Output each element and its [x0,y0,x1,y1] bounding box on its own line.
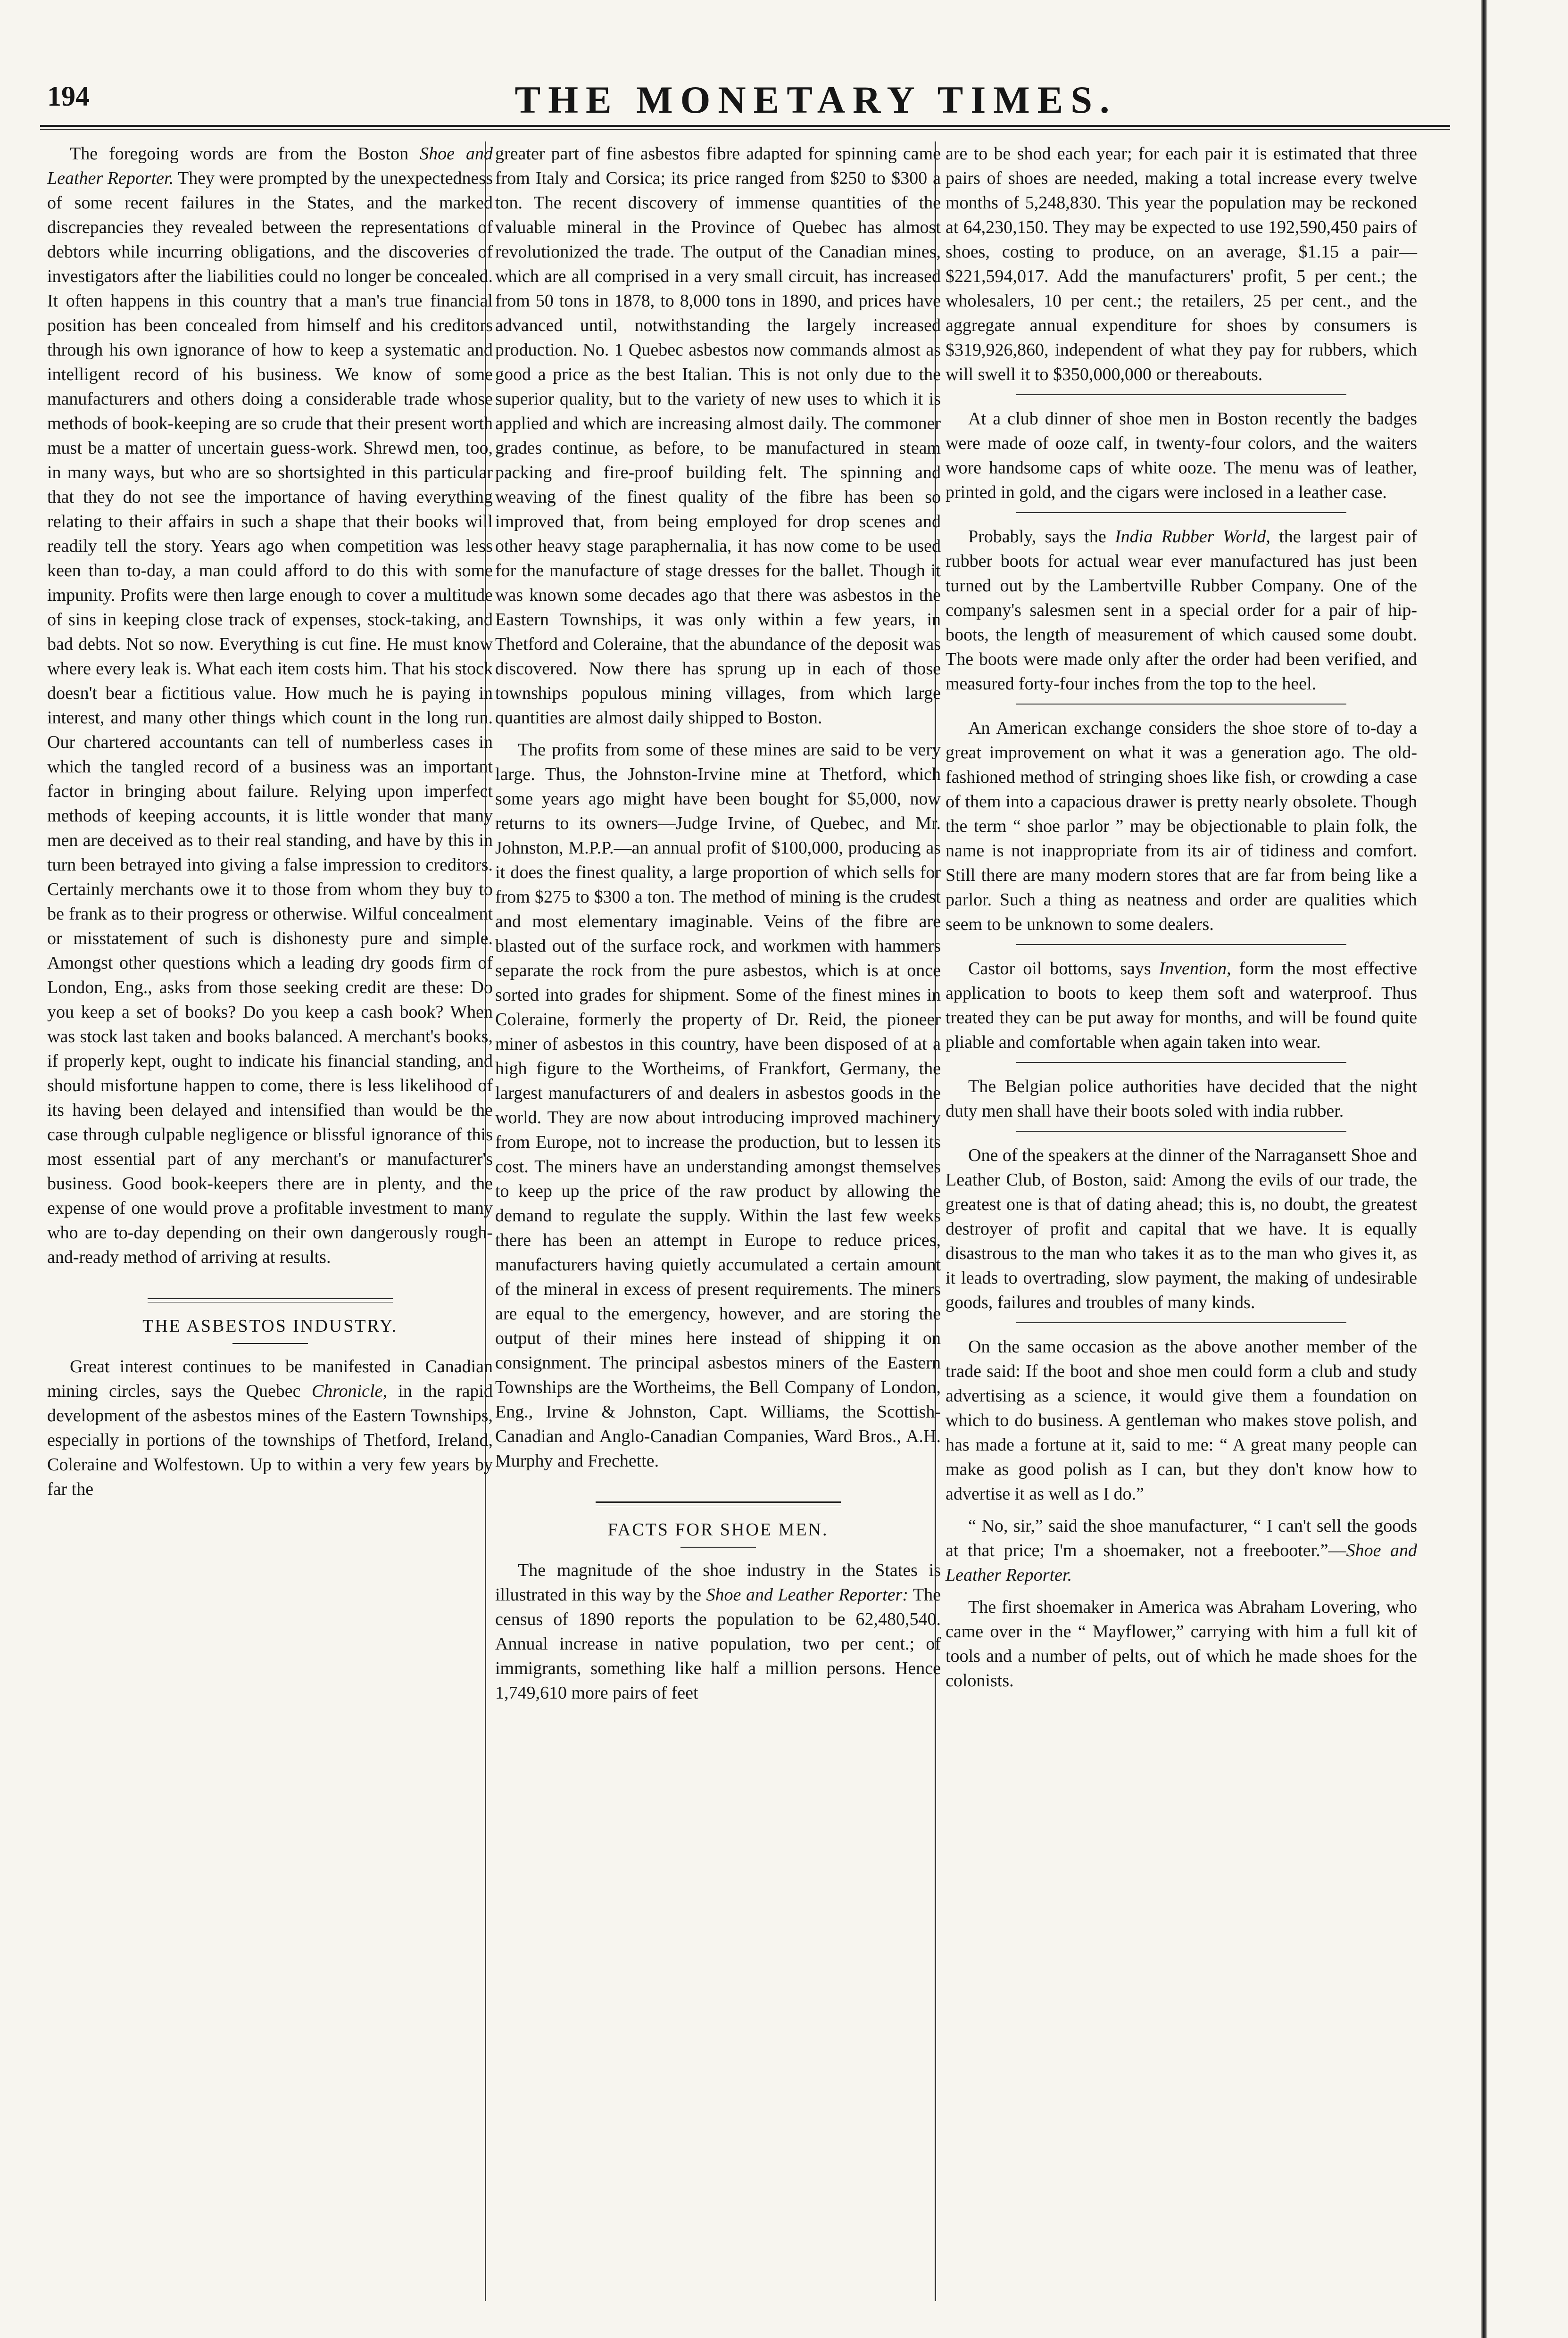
section-rule [148,1298,393,1302]
section-rule [596,1501,841,1506]
column-1 [47,141,493,1509]
paragraph-rule [1016,1322,1346,1323]
rubber-boots-paragraph [946,524,1417,696]
text-run: “ No, sir,” said the shoe manufacturer, “ I can't sell the goods at that price; I'm a shoemaker, not a freebooter.”— [946,1516,1417,1560]
header-rule [40,125,1450,130]
column-2 [495,141,941,1713]
asbestos-intro [47,1354,493,1501]
binding-edge [1481,0,1487,2338]
shoe-continued: are to be shod each year; for each pair it is estimated that three pairs of shoes are needed, making a total increase every twelve months of 5,248,830. This year the population may be reckoned at 64,230,150. They may be expected to use 192,590,450 pairs of shoes, costing to produce, on an average, $1.15 a pair—$221,594,017. Add the manufacturers' profit, 5 per cent.; the wholesalers, 10 per cent.; the retailers, 25 per cent., and the aggregate annual expenditure for shoes by consumers is $319,926,860, independent of what they pay for rubbers, which will swell it to $350,000,000 or thereabouts. [946,144,1417,384]
text-run: the largest pair of rubber boots for actual wear ever manufactured has just been turned out by the Lambertville Rubber Company. One of the company's salesmen sent in a special order for a pair of hip-boots, the length of measurement of which caused some doubt. The boots were made only after the order had been verified, and measured forty-four inches from the top to the heel. [946,527,1417,694]
page-number: 194 [47,81,90,112]
shoe-heading: FACTS FOR SHOE MEN. [607,1520,829,1540]
first-shoemaker-paragraph: The first shoemaker in America was Abraham Lovering, who came over in the “ Mayflower,” carrying with him a full kit of tools and a number of pelts, out of which he made shoes for the colonists. [946,1597,1417,1691]
freebooter-paragraph [946,1514,1417,1587]
heading-underline [232,1343,308,1344]
text-run: Castor oil bottoms, says [968,959,1159,978]
source-citation: India Rubber World, [1115,527,1270,547]
bookkeeping-article [47,141,493,1269]
asbestos-profits: The profits from some of these mines are said to be very large. Thus, the Johnston-Irvine mine at Thetford, which some years ago might have been bought for $5,000, now returns to its owners—Judge Irvine, of Quebec, and Mr. Johnston, M.P.P.—an annual profit of $100,000, producing as it does the finest quality, a large proportion of which sells for from $275 to $300 a ton. The method of mining is the crudest and most elementary imaginable. Veins of the fibre are blasted out of the surface rock, and workmen with hammers separate the rock from the pure asbestos, which is at once sorted into grades for shipment. Some of the finest mines in Coleraine, formerly the property of Dr. Reid, the pioneer miner of asbestos in this country, have been disposed of at a high figure to the Wortheims, of Frankfort, Germany, the largest manufacturers of and dealers in asbestos goods in the world. They are now about introducing improved machinery from Europe, not to increase the production, but to lessen its cost. The miners have an understanding amongst themselves to keep up the price of the raw product by allowing the demand to regulate the supply. Within the last few weeks there has been an attempt in Europe to reduce prices, manufacturers having quietly accumulated a certain amount of the mineral in excess of present requirements. The miners are equal to the emergency, however, and are storing the output of their mines here instead of shipping it on consignment. The principal asbestos miners of the Eastern Townships are the Wortheims, the Bell Company of London, Eng., Irvine & Johnston, Capt. Williams, the Scottish-Canadian and Anglo-Canadian Companies, Ward Bros., A.H. Murphy and Frechette. [495,740,941,1471]
source-citation: Shoe and Leather Reporter. [47,144,493,188]
source-citation: Shoe and Leather Reporter. [946,1541,1417,1585]
asbestos-heading: THE ASBESTOS INDUSTRY. [142,1316,398,1336]
text-run: The foregoing words are from the Boston [70,144,420,164]
text-run: The census of 1890 reports the population to be 62,480,540. Annual increase in native population, two per cent.; of immigrants, something like half a million persons. Hence 1,749,610 more pairs of feet [495,1585,941,1703]
text-run: They were prompted by the unexpectedness of some recent failures in the States, and the marked discrepancies they revealed between the representations of debtors while incurring obligations, and the discoveries of investigators after the liabilities could no longer be concealed. It often happens in this country that a man's true financial position has been concealed from himself and his creditors through his own ignorance of how to keep a systematic and intelligent record of his business. We know of some manufacturers and others doing a considerable trade whose methods of book-keeping are so crude that their present worth must be a matter of uncertain guess-work. Shrewd men, too, in many ways, but who are so shortsighted in this particular that they do not see the importance of having everything relating to their affairs in such a shape that their books will readily tell the story. Years ago when competition was less keen than to-day, a man could afford to do this with some impunity. Profits were then large enough to cover a multitude of sins in keeping close track of expenses, stock-taking, and bad debts. Not so now. Everything is cut fine. He must know where every leak is. What each item costs him. That his stock doesn't bear a fictitious value. How much he is paying in interest, and many other things which count in the long run. Our chartered accountants can tell of numberless cases in which the tangled record of a business was an important factor in bringing about failure. Relying upon imperfect methods of keeping accounts, it is little wonder that many men are deceived as to their real standing, and have by this in turn been betrayed into giving a false impression to creditors. Certainly merchants owe it to those from whom they buy to be frank as to their progress or otherwise. Wilful concealment or misstatement of such is dishonesty pure and simple. Amongst other questions which a leading dry goods firm of London, Eng., asks from those seeking credit are these: Do you keep a set of books? Do you keep a cash book? When was stock last taken and books balanced. A merchant's books, if properly kept, ought to indicate his financial standing, and should misfortune happen to come, there is less likelihood of its having been delayed and intensified than would be the case through culpable negligence or blissful ignorance of this most essential part of any merchant's or manufacturer's business. Good book-keepers there are in plenty, and the expense of one would prove a profitable investment to many who are to-day depending on their own dangerously rough-and-ready method of arriving at results. [47,168,493,1267]
club-dinner-paragraph: At a club dinner of shoe men in Boston recently the badges were made of ooze calf, in twenty-four colors, and the waiters wore handsome caps of white ooze. The menu was of leather, printed in gold, and the cigars were inclosed in a leather case. [946,409,1417,502]
text-run: The magnitude of the shoe industry in the States is illustrated in this way by the [495,1560,941,1605]
text-run: form the most effective application to boots to keep them soft and waterproof. Thus treated they can be put away for months, and will be found quite pliable and comfortable when again taken into wear. [946,959,1417,1052]
text-run: Probably, says the [968,527,1115,547]
source-citation: Invention, [1159,959,1231,978]
heading-underline [680,1547,756,1548]
paragraph-rule [1016,704,1346,705]
belgian-police-paragraph: The Belgian police authorities have decided that the night duty men shall have their boots soled with india rubber. [946,1077,1417,1121]
paragraph-rule [1016,944,1346,945]
masthead-title: THE MONETARY TIMES. [514,78,1117,121]
paragraph-rule [1016,1062,1346,1063]
paragraph-rule [1016,512,1346,513]
castor-oil-paragraph [946,956,1417,1054]
text-run: Great interest continues to be manifested in Canadian mining circles, says the Quebec [47,1357,493,1401]
text-run: in the rapid development of the asbestos mines of the Eastern Townships, especially in portions of the townships of Thetford, Ireland, Coleraine and Wolfestown. Up to within a very few years by far the [47,1381,493,1499]
source-citation: Shoe and Leather Reporter: [706,1585,909,1605]
shoe-store-paragraph: An American exchange considers the shoe store of to-day a great improvement on what it was a generation ago. The old-fashioned method of stringing shoes like fish, or crowding a case of them into a capacious drawer is pretty nearly obsolete. Though the term “ shoe parlor ” may be objectionable to plain folk, the name is not inappropriate from its air of tidiness and comfort. Still there are many modern stores that are far from being like a parlor. Such a thing as neatness and order are qualities which seem to be unknown to some dealers. [946,718,1417,934]
source-citation: Chronicle, [311,1381,387,1401]
paragraph-rule [1016,1131,1346,1132]
column-3 [946,141,1417,1700]
dating-ahead-paragraph: One of the speakers at the dinner of the Narragansett Shoe and Leather Club, of Boston, said: Among the evils of our trade, the greatest one is that of dating ahead; this is, no doubt, the greatest destroyer of profit and capital that we have. It is equally disastrous to the man who takes it as to the man who gives it, as it leads to overtrading, slow payment, the making of undesirable goods, failures and troubles of many kinds. [946,1145,1417,1312]
paragraph-rule [1016,394,1346,395]
advertising-paragraph: On the same occasion as the above another member of the trade said: If the boot and shoe men could form a club and study advertising as a science, it would give them a foundation on which to do business. A gentleman who makes stove polish, and has made a fortune at it, said to me: “ A great many people can make as good polish as I can, but they don't know how to advertise it as well as I do.” [946,1337,1417,1504]
asbestos-continued: greater part of fine asbestos fibre adapted for spinning came from Italy and Corsica; its price ranged from $250 to $300 a ton. The recent discovery of immense quantities of the valuable mineral in the Province of Quebec has almost revolutionized the trade. The output of the Canadian mines, which are all comprised in a very small circuit, has increased from 50 tons in 1878, to 8,000 tons in 1890, and prices have advanced until, notwithstanding the largely increased production. No. 1 Quebec asbestos now commands almost as good a price as the best Italian. This is not only due to the superior quality, but to the variety of new uses to which it is applied and which are increasing almost daily. The commoner grades continue, as before, to be manufactured in steam packing and fire-proof building felt. The spinning and weaving of the finest quality of the fibre has been so improved that, from being employed for drop scenes and other heavy stage paraphernalia, it has now come to be used for the manufacture of stage dresses for the ballet. Though it was known some decades ago that there was asbestos in the Eastern Townships, it was only within a few years, in Thetford and Coleraine, that the abundance of the deposit was discovered. Now there has sprung up in each of those townships populous mining villages, from which large quantities are almost daily shipped to Boston. [495,144,941,728]
shoe-intro [495,1558,941,1705]
